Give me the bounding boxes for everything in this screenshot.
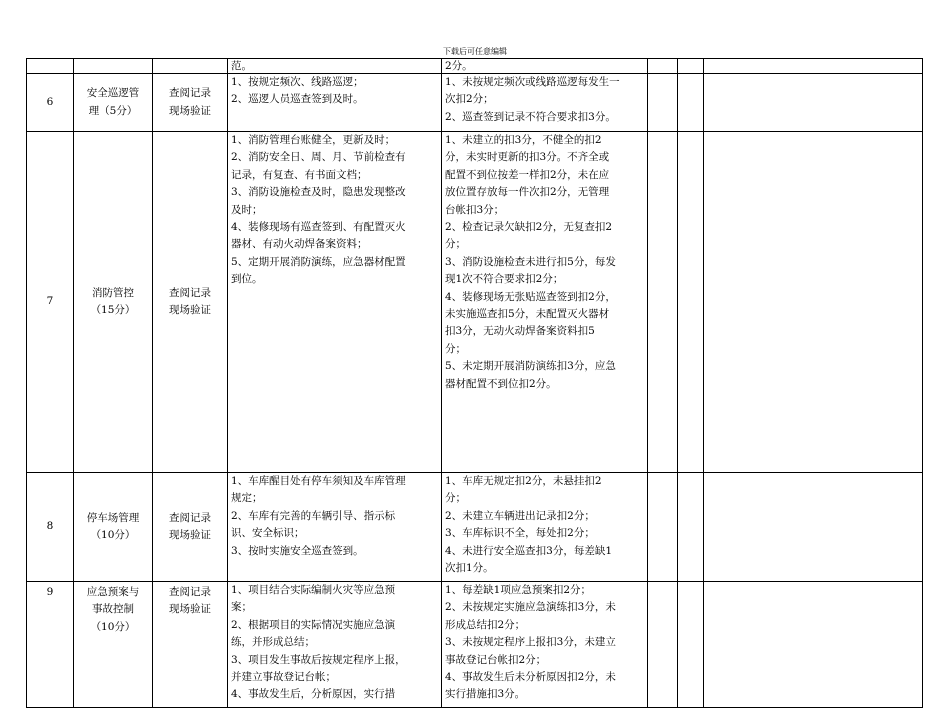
item-name xyxy=(74,473,153,582)
cell-line: 2、未按规定实施应急演练扣3分，未 xyxy=(445,601,616,614)
table-row xyxy=(27,74,923,132)
cell-line: 到位。 xyxy=(231,273,263,286)
cell-line: 4、装修现场无张贴巡查签到扣2分， xyxy=(445,290,616,303)
cell-line: 实行措施扣3分。 xyxy=(445,688,526,701)
item-number: 7 xyxy=(27,132,74,473)
cell-line: 分； xyxy=(445,238,466,251)
cell-line: 2、车库有完善的车辆引导、指示标 xyxy=(231,509,396,522)
item-name xyxy=(74,582,153,708)
cell-line: 1、车库醒目处有停车须知及车库管理 xyxy=(231,475,406,487)
table-row xyxy=(27,132,923,473)
cell-line: 范。 xyxy=(231,60,252,72)
cell-line: 并建立事故登记台帐； xyxy=(231,671,336,684)
check-method xyxy=(153,74,228,132)
cell-line: 记录，有复查、有书面文档； xyxy=(231,168,368,181)
score-cell xyxy=(678,473,704,582)
remark-cell xyxy=(704,132,923,473)
standard-cell xyxy=(228,59,442,74)
cell-line: 未实施巡查扣5分，未配置灭火器材 xyxy=(445,308,610,321)
cell-line: 2分。 xyxy=(445,60,473,72)
remark-cell xyxy=(704,473,923,582)
cell-line: 4、事故发生后，分析原因，实行措 xyxy=(231,688,396,701)
cell-line: （10分） xyxy=(90,620,136,633)
check-method xyxy=(153,473,228,582)
cell-line: 器材配置不到位扣2分。 xyxy=(445,377,557,390)
cell-line: 配置不到位按差一样扣2分，未在应 xyxy=(445,168,610,181)
item-name xyxy=(74,132,153,473)
score-cell xyxy=(648,59,678,74)
cell-line: 扣3分，无动火动焊备案资料扣5 xyxy=(445,325,595,338)
cell-line: 消防管控 xyxy=(92,286,134,299)
table-row xyxy=(27,473,923,582)
cell-line: 2、检查记录欠缺扣2分，无复查扣2 xyxy=(445,221,613,234)
item-number: 9 xyxy=(27,582,74,708)
cell-line: 3、消防设施检查未进行扣5分，每发 xyxy=(445,255,616,268)
cell-line: 1、消防管理台账健全，更新及时； xyxy=(231,134,396,146)
cell-line: 4、事故发生后未分析原因扣2分，未 xyxy=(445,671,616,684)
item-number: 6 xyxy=(27,74,74,132)
cell-line: 现场验证 xyxy=(169,104,211,117)
cell-line: 理（5分） xyxy=(88,104,138,117)
cell-line: 5、未定期开展消防演练扣3分，应急 xyxy=(445,360,616,373)
cell-line: 应急预案与 xyxy=(86,586,140,598)
cell-line: （15分） xyxy=(90,304,136,316)
score-cell xyxy=(648,74,678,132)
cell-line: 及时； xyxy=(231,203,263,216)
cell-line: 3、未按规定程序上报扣3分，未建立 xyxy=(445,636,616,649)
cell-line: 1、按规定频次、线路巡逻； xyxy=(231,76,364,88)
cell-line: 识、安全标识； xyxy=(231,527,305,540)
table-body xyxy=(27,59,923,708)
cell-line: 台帐扣3分； xyxy=(445,203,505,216)
deduction-cell xyxy=(442,74,648,132)
header-note: 下载后可任意编辑 xyxy=(443,47,507,56)
remark-cell xyxy=(704,582,923,708)
cell-line: 停车场管理 xyxy=(86,511,140,524)
cell-line: 次扣1分。 xyxy=(445,562,494,575)
cell-line: 事故控制 xyxy=(92,603,134,616)
cell-line: 案； xyxy=(231,601,252,614)
remark-cell xyxy=(704,74,923,132)
cell-line: 安全巡逻管 xyxy=(86,87,140,100)
cell-line: 1、车库无规定扣2分，未悬挂扣2 xyxy=(445,475,602,487)
score-cell xyxy=(678,132,704,473)
check-method xyxy=(153,132,228,473)
cell-line: 分； xyxy=(445,342,466,355)
cell-line: 放位置存放每一件次扣2分，无管理 xyxy=(445,186,610,199)
cell-line: 4、未进行安全巡查扣3分，每差缺1 xyxy=(445,544,613,557)
table-row xyxy=(27,582,923,708)
cell-line: 查阅记录 xyxy=(169,586,211,598)
cell-line: （10分） xyxy=(90,529,136,541)
cell-line: 现场验证 xyxy=(169,603,211,616)
cell-line: 练，并形成总结； xyxy=(231,636,315,649)
evaluation-table xyxy=(26,58,923,708)
cell-line: 2、巡查签到记录不符合要求扣3分。 xyxy=(445,110,616,123)
score-cell xyxy=(648,132,678,473)
cell-line: 3、消防设施检查及时，隐患发现整改 xyxy=(231,186,406,199)
deduction-cell xyxy=(442,132,648,473)
cell-line: 2、消防安全日、周、月、节前检查有 xyxy=(231,151,406,164)
cell-line: 2、未建立车辆进出记录扣2分； xyxy=(445,509,595,522)
check-method xyxy=(153,582,228,708)
standard-cell xyxy=(228,74,442,132)
cell-line: 现场验证 xyxy=(169,304,211,316)
cell-line: 次扣2分； xyxy=(445,93,494,106)
cell-line: 3、按时实施安全巡查签到。 xyxy=(231,544,364,557)
item-name xyxy=(74,59,153,74)
cell-line: 形成总结扣2分； xyxy=(445,618,526,631)
cell-line: 分； xyxy=(445,492,466,505)
cell-line: 规定； xyxy=(231,492,263,505)
cell-line: 查阅记录 xyxy=(169,286,211,299)
cell-line: 查阅记录 xyxy=(169,511,211,524)
score-cell xyxy=(648,473,678,582)
cell-line: 1、未建立的扣3分，不健全的扣2 xyxy=(445,134,602,146)
item-number: 8 xyxy=(27,473,74,582)
cell-line: 器材、有动火动焊备案资料； xyxy=(231,238,368,251)
cell-line: 3、车库标识不全，每处扣2分； xyxy=(445,527,595,540)
standard-cell xyxy=(228,473,442,582)
cell-line: 1、每差缺1项应急预案扣2分； xyxy=(445,584,592,596)
cell-line: 5、定期开展消防演练，应急器材配置 xyxy=(231,255,406,268)
score-cell xyxy=(648,582,678,708)
item-name xyxy=(74,74,153,132)
cell-line: 分，未实时更新的扣3分。不齐全或 xyxy=(445,151,610,164)
cell-line: 事故登记台帐扣2分； xyxy=(445,653,547,666)
score-cell xyxy=(678,59,704,74)
remark-cell xyxy=(704,59,923,74)
deduction-cell xyxy=(442,582,648,708)
standard-cell xyxy=(228,132,442,473)
cell-line: 4、装修现场有巡查签到、有配置灭火 xyxy=(231,221,406,234)
cell-line: 1、未按规定频次或线路巡逻每发生一 xyxy=(445,76,620,88)
table-row xyxy=(27,59,923,74)
item-number xyxy=(27,59,74,74)
deduction-cell xyxy=(442,473,648,582)
cell-line: 现场验证 xyxy=(169,529,211,541)
standard-cell xyxy=(228,582,442,708)
cell-line: 2、根据项目的实际情况实施应急演 xyxy=(231,618,396,631)
check-method xyxy=(153,59,228,74)
cell-line: 查阅记录 xyxy=(169,87,211,100)
score-cell xyxy=(678,582,704,708)
cell-line: 1、项目结合实际编制火灾等应急预 xyxy=(231,584,396,596)
score-cell xyxy=(678,74,704,132)
deduction-cell xyxy=(442,59,648,74)
cell-line: 现1次不符合要求扣2分； xyxy=(445,273,564,286)
cell-line: 2、巡逻人员巡查签到及时。 xyxy=(231,93,364,106)
cell-line: 3、项目发生事故后按规定程序上报， xyxy=(231,653,406,666)
